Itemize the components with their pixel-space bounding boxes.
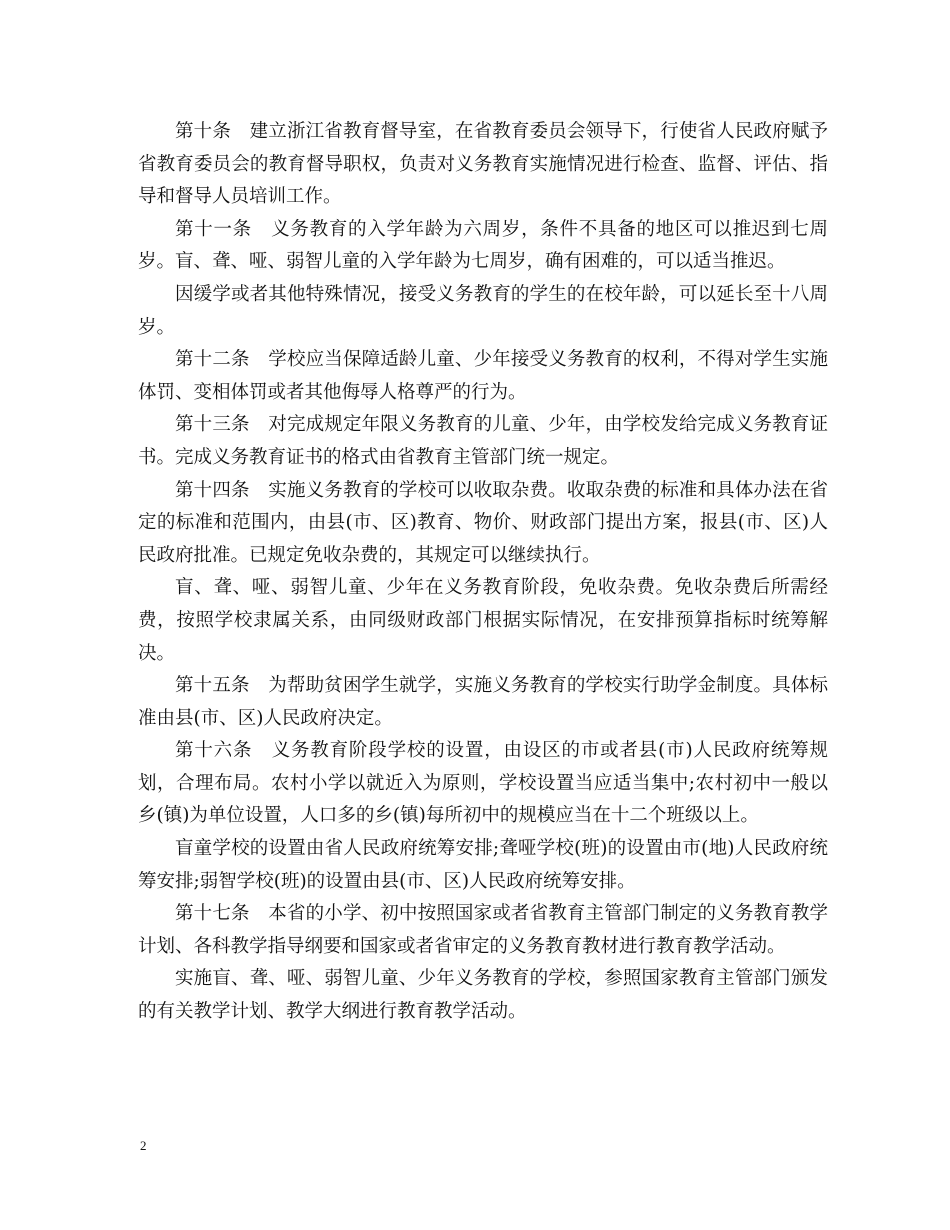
paragraph-article-11: 第十一条 义务教育的入学年龄为六周岁，条件不具备的地区可以推迟到七周岁。盲、聋、哑、弱智儿童的入学年龄为七周岁，确有困难的，可以适当推迟。 xyxy=(138,218,828,273)
paragraph-article-10: 第十条 建立浙江省教育督导室，在省教育委员会领导下，行使省人民政府赋予省教育委员会的教育督导职权，负责对义务教育实施情况进行检查、监督、评估、指导和督导人员培训工作。 xyxy=(138,121,828,208)
paragraph-article-17: 第十七条 本省的小学、初中按照国家或者省教育主管部门制定的义务教育教学计划、各科教学指导纲要和国家或者省审定的义务教育教材进行教育教学活动。 xyxy=(138,903,828,957)
paragraph-article-16-continued: 盲童学校的设置由省人民政府统筹安排;聋哑学校(班)的设置由市(地)人民政府统筹安排;弱智学校(班)的设置由县(市、区)人民政府统筹安排。 xyxy=(138,838,828,892)
paragraph-article-15: 第十五条 为帮助贫困学生就学，实施义务教育的学校实行助学金制度。具体标准由县(市、区)人民政府决定。 xyxy=(138,675,828,729)
paragraph-article-14: 第十四条 实施义务教育的学校可以收取杂费。收取杂费的标准和具体办法在省定的标准和范围内，由县(市、区)教育、物价、财政部门提出方案，报县(市、区)人民政府批准。已规定免收杂费的，其规定可以继续执行。 xyxy=(138,479,828,566)
document-body xyxy=(138,116,828,1029)
paragraph-article-13: 第十三条 对完成规定年限义务教育的儿童、少年，由学校发给完成义务教育证书。完成义务教育证书的格式由省教育主管部门统一规定。 xyxy=(138,414,828,468)
paragraph-article-16: 第十六条 义务教育阶段学校的设置，由设区的市或者县(市)人民政府统筹规划，合理布局。农村小学以就近入为原则，学校设置当应适当集中;农村初中一般以乡(镇)为单位设置，人口多的乡(镇)每所初中的规模应当在十二个班级以上。 xyxy=(138,740,828,827)
paragraph-article-14-continued: 盲、聋、哑、弱智儿童、少年在义务教育阶段，免收杂费。免收杂费后所需经费，按照学校隶属关系，由同级财政部门根据实际情况，在安排预算指标时统筹解决。 xyxy=(138,577,828,664)
page-number: 2 xyxy=(140,1138,147,1153)
paragraph-article-11-continued: 因缓学或者其他特殊情况，接受义务教育的学生的在校年龄，可以延长至十八周岁。 xyxy=(138,283,828,338)
paragraph-article-17-continued: 实施盲、聋、哑、弱智儿童、少年义务教育的学校，参照国家教育主管部门颁发的有关教学计划、教学大纲进行教育教学活动。 xyxy=(138,968,828,1023)
paragraph-article-12: 第十二条 学校应当保障适龄儿童、少年接受义务教育的权利，不得对学生实施体罚、变相体罚或者其他侮辱人格尊严的行为。 xyxy=(138,349,828,403)
